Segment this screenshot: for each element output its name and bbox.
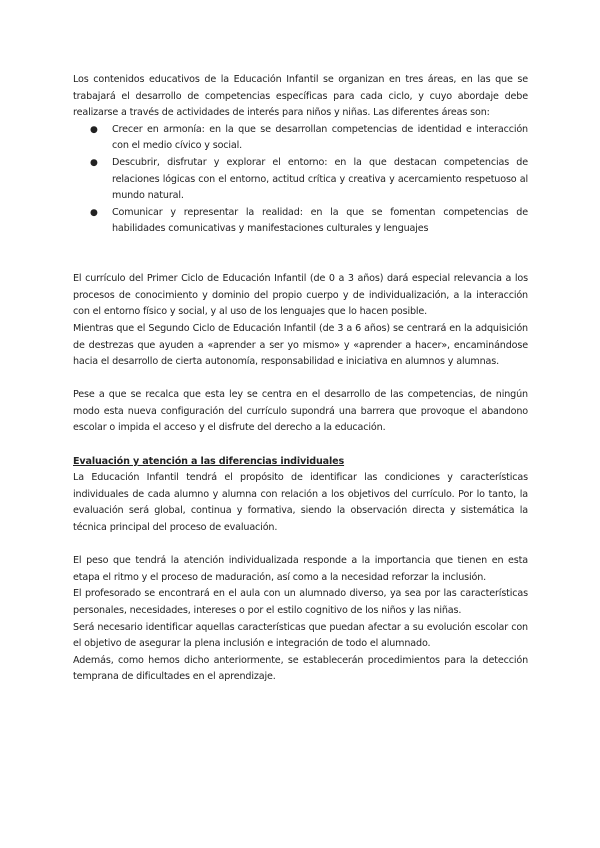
attention-paragraph: El profesorado se encontrará en el aula con un alumnado diverso, ya sea por las características personales, necesidades, intereses o por el estilo cognitivo de los niños y las niñas. xyxy=(73,588,528,616)
bullet-icon: ● xyxy=(90,157,98,168)
list-item xyxy=(73,205,528,238)
list-item xyxy=(73,155,528,205)
attention-paragraph: Será necesario identificar aquellas características que puedan afectar a su evolución escolar con el objetivo de asegurar la plena inclusión e integración de todo el alumnado. xyxy=(73,621,528,650)
curriculum-second-cycle-paragraph: Mientras que el Segundo Ciclo de Educación Infantil (de 3 a 6 años) se centrará en la adquisición de destrezas que ayuden a «aprender a ser yo mismo» y «aprender a hacer», encaminándose hacia el desarrollo de cierta autonomía, responsabilidad e iniciativa en alumnos y alumnas. xyxy=(73,322,528,368)
document-page xyxy=(73,72,528,686)
intro-paragraph: Los contenidos educativos de la Educación Infantil se organizan en tres áreas, en las que se trabajará el desarrollo de competencias específicas para cada ciclo, y cuyo abordaje debe realizarse a través de actividades de interés para niños y niñas. Las diferentes áreas son: xyxy=(73,74,528,119)
list-item-text: Crecer en armonía: en la que se desarrollan competencias de identidad e interacción con el medio cívico y social. xyxy=(112,123,528,152)
spacer xyxy=(73,371,528,388)
competencies-paragraph: Pese a que se recalca que esta ley se centra en el desarrollo de las competencias, de ningún modo esta nueva configuración del currículo supondrá una barrera que provoque el abandono escolar o impida el acceso y el disfrute del derecho a la educación. xyxy=(73,389,528,434)
spacer xyxy=(73,238,528,255)
spacer xyxy=(73,255,528,272)
areas-list xyxy=(73,122,528,238)
evaluation-paragraph: La Educación Infantil tendrá el propósito de identificar las condiciones y características individuales de cada alumno y alumna con relación a los objetivos del currículo. Por lo tanto, la evaluación será global, continua y formativa, siendo la observación directa y sistemática la técnica principal del proceso de evaluación. xyxy=(73,472,528,534)
list-item xyxy=(73,122,528,155)
bullet-icon: ● xyxy=(90,207,98,218)
section-heading: Evaluación y atención a las diferencias individuales xyxy=(73,455,345,467)
bullet-icon: ● xyxy=(90,124,98,135)
spacer xyxy=(73,437,528,454)
spacer xyxy=(73,537,528,554)
curriculum-first-cycle-paragraph: El currículo del Primer Ciclo de Educación Infantil (de 0 a 3 años) dará especial relevancia a los procesos de conocimiento y dominio del propio cuerpo y de individualización, a la interacción con el entorno físico y social, y al uso de los lenguajes que lo hacen posible. xyxy=(73,273,528,318)
attention-paragraph: Además, como hemos dicho anteriormente, se establecerán procedimientos para la detección temprana de dificultades en el aprendizaje. xyxy=(73,654,528,683)
list-item-text: Comunicar y representar la realidad: en la que se fomentan competencias de habilidades comunicativas y manifestaciones culturales y lenguajes xyxy=(112,206,528,235)
attention-paragraph: El peso que tendrá la atención individualizada responde a la importancia que tienen en esta etapa el ritmo y el proceso de maduración, así como a la necesidad reforzar la inclusión. xyxy=(73,555,528,583)
list-item-text: Descubrir, disfrutar y explorar el entorno: en la que destacan competencias de relaciones lógicas con el entorno, actitud crítica y creativa y acercamiento respetuoso al mundo natural. xyxy=(112,156,528,202)
